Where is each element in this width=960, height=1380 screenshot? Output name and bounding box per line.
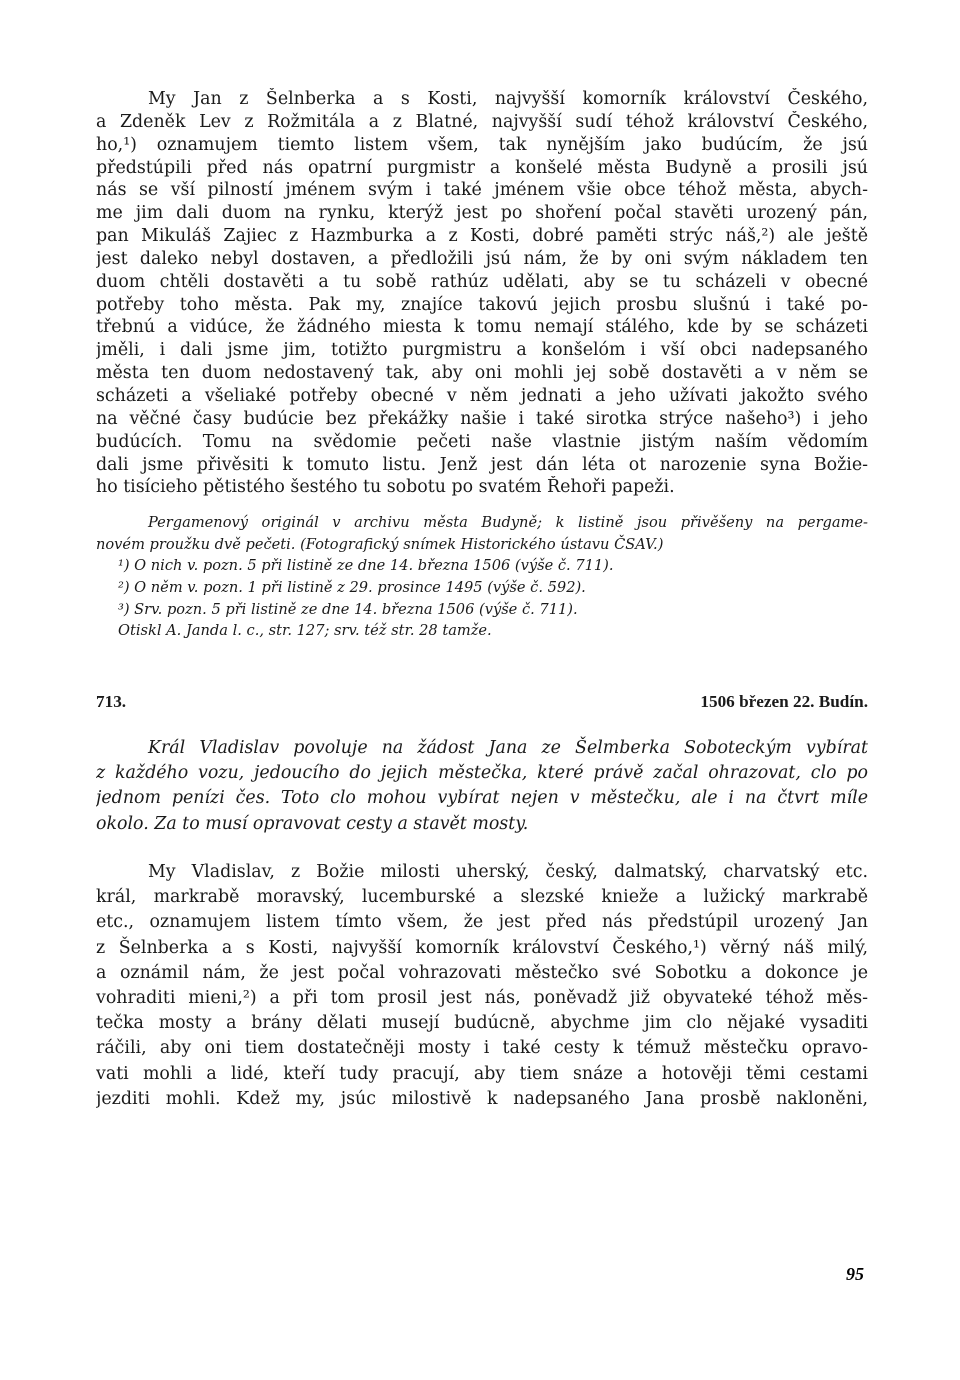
editorial-notes — [96, 512, 868, 642]
text-line: jezditi mohli. Kdež my, jsúc milostivě k nadepsaného Jana prosbě nakloněni, — [96, 1088, 868, 1109]
text-line: scházeti a všeliaké potřeby obecné v něm jednati a jeho užívati jakožto svého — [96, 385, 868, 406]
text-line: duom chtěli dostavěti a tu sobě rathúz udělati, aby se tu scházeli v obecné — [96, 271, 868, 292]
text-line: předstúpili před nás opatrní purgmistr a konšelé města Budyně a prosili jsú — [96, 157, 868, 178]
text-line: nás se vší pilností jménem svým i také jménem všie obce téhož města, abych- — [96, 180, 868, 201]
text-line: z Šelnberka a s Kosti, najvyšší komorník království Českého,¹) věrný náš milý, — [96, 937, 868, 958]
text-line: My Jan z Šelnberka a s Kosti, najvyšší komorník království Českého, — [148, 89, 868, 109]
document-number: 713. — [96, 691, 127, 711]
text-line: budúcích. Tomu na svědomie pečeti naše vlastnie jistým naším vědomím — [96, 431, 868, 452]
text-line: dali jsme přivěsiti k tomuto listu. Jenž jest dán léta ot narozenie syna Božie- — [96, 454, 868, 475]
charter-text-2 — [96, 860, 868, 1112]
charter-text — [96, 88, 868, 499]
footnote-3: ³) Srv. pozn. 5 při listině ze dne 14. března 1506 (výše č. 711). — [118, 600, 578, 618]
text-line: ho,¹) oznamujem tiemto listem všem, tak nynějším jako budúcím, že jsú — [96, 134, 868, 155]
regest-line: okolo. Za to musí opravovat cesty a stavět mosty. — [96, 813, 529, 834]
regest — [96, 736, 868, 837]
text-line: My Vladislav, z Božie milosti uherský, český, dalmatský, charvatský etc. — [148, 861, 868, 882]
regest-line: jednom penízi čes. Toto clo mohou vybírat nejen v městečku, ale i na čtvrt míle — [96, 788, 868, 809]
text-line: vohraditi mieni,²) a při tom prosil jest nás, poněvadž již obyvateké téhož měs- — [96, 987, 868, 1008]
note-line: novém proužku dvě pečeti. (Fotografický snímek Historického ústavu ČSAV.) — [96, 535, 664, 553]
text-line: pan Mikuláš Zajiec z Hazmburka a z Kosti, dobré paměti strýc náš,²) ale ještě — [96, 226, 868, 247]
text-line: potřeby toho města. Pak my, znajíce takovú jejich prosbu slušnú i také po- — [96, 294, 868, 315]
text-line: ho tisícieho pětistého šestého tu sobotu po svatém Řehoři papeži. — [96, 477, 675, 498]
document-date: 1506 březen 22. Budín. — [700, 691, 868, 711]
page-number: 95 — [846, 1264, 864, 1284]
regest-line: Král Vladislav povoluje na žádost Jana ze Šelmberka Soboteckým vybírat — [148, 737, 868, 758]
text-line: etc., oznamujem listem tímto všem, že jest před nás předstúpil urozený Jan — [96, 912, 868, 933]
text-line: tečka mosty a brány dělati musejí budúcně, abychme jim clo nějaké vysaditi — [96, 1013, 868, 1034]
document-page — [96, 88, 868, 1112]
text-line: ráčili, aby oni tiem dostatečněji mosty i také cesty k témuž městečku opravo- — [96, 1038, 868, 1059]
text-line: jest daleko nebyl dostaven, a předložili jsú nám, že by oni svým nákladem ten — [96, 248, 868, 269]
regest-line: z každého vozu, jedoucího do jejich městečka, které právě začal ohrazovat, clo po — [96, 763, 868, 784]
note-line: Pergamenový originál v archivu města Budyně; k listině jsou přivěšeny na pergame- — [148, 514, 868, 532]
text-line: me jim dali duom na rynku, kterýž jest po shoření počal stavěti urozený pán, — [96, 203, 868, 224]
text-line: vati mohli a lidé, kteří tudy pracují, aby tiem snáze a hotověji těmi cestami — [96, 1063, 868, 1084]
text-line: a Zdeněk Lev z Rožmitála a z Blatné, najvyšší sudí téhož království Českého, — [96, 111, 868, 132]
text-line: a oznámil nám, že jest počal vohrazovati městečko své Sobotku a dokonce je — [96, 962, 868, 983]
edition-note: Otiskl A. Janda l. c., str. 127; srv. též str. 28 tamže. — [118, 622, 492, 640]
text-line: třebnú a vidúce, že žádného miesta k tomu nemají stálého, kde by se scházeti — [96, 317, 868, 338]
text-line: jměli, i dali jsme jim, totižto purgmistru a konšelóm i vší obci nadepsaného — [96, 340, 868, 361]
text-line: města ten duom nedostavený tak, aby oni mohli jej sobě dostavěti a v něm se — [96, 363, 868, 384]
text-line: král, markrabě moravský, lucemburské a slezské knieže a lužický markrabě — [96, 887, 868, 908]
footnote-1: ¹) O nich v. pozn. 5 při listině ze dne 14. března 1506 (výše č. 711). — [118, 557, 614, 575]
footnote-2: ²) O něm v. pozn. 1 při listině z 29. prosince 1495 (výše č. 592). — [118, 578, 586, 596]
text-line: na věčné časy budúcie bez překážky našie i také sirotka strýce našeho³) i jeho — [96, 408, 868, 429]
document-heading — [96, 692, 868, 712]
